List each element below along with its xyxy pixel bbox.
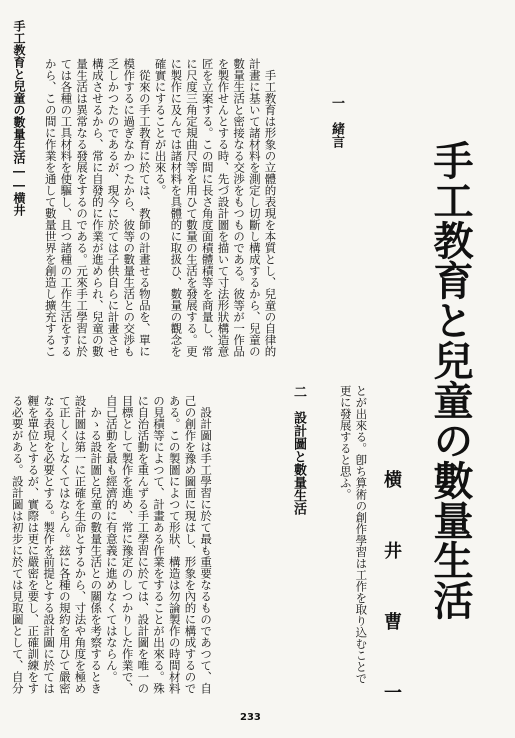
text-line: 匠を立案する。この間に長さ角度面積體積等を商量し、常 (200, 58, 215, 357)
article-author: 横 井 曹 一 (381, 470, 402, 717)
continued-text-block (337, 385, 368, 684)
text-line: 從來の手工教育に於ては、教師の計畫せる物品を、單に (137, 58, 152, 357)
text-line: 數量生活と密接なる交渉をもつものである。彼等が一作品 (232, 58, 247, 357)
text-line: 設計圖は第一に正確を生命とするから、寸法や角度を極め (73, 395, 88, 694)
text-line: かゝる設計圖と兒童の數量生活との關係を考察するとき (89, 395, 104, 694)
text-line: 量生活は異常なる發展をするのである。元來手工學習に於 (75, 58, 90, 357)
text-line: に自治活動を重んずる手工學習に於ては、設計圖を唯一の (136, 395, 151, 694)
section-heading-intro: 一 緒言 (329, 96, 344, 148)
text-line: る必要がある。設計圖は初步に於ては見取圖として、自分 (10, 395, 25, 694)
text-line: の見積等によつて、計畫ある作業をすることが出來る。殊 (152, 395, 167, 694)
text-line: 乏しかつたのであるが、現今に於ては子供自らに計畫させ (106, 58, 121, 357)
text-line: 自己活動を最も經濟的に有意義に進めなくてはならん。 (104, 395, 119, 683)
intro-text-block (42, 58, 278, 357)
text-line: ある。この製圖によつて形狀、構造は勿論製作の時間材料 (167, 395, 182, 694)
text-line: とが出來る。卽ち算術の創作學習は工作を取り込むことで (354, 385, 369, 684)
text-line: 己の創作を豫め圖面に現はし、形象を內的に構成するので (183, 395, 198, 694)
text-line: を製作せんとする時、先づ設計圖を描いて寸法形狀構造意 (216, 58, 231, 357)
text-line: 設計圖は手工學習に於て最も重要なるものであつて、自 (199, 395, 214, 694)
section-heading-design: 二 設計圖と數量生活 (291, 385, 306, 515)
text-line: 更に發展すると思ふ。 (338, 385, 353, 500)
text-line: 糎を單位とするが、實際は更に嚴密を要し、正確訓練をす (26, 395, 41, 694)
text-line: 計畫に基いて諸材料を測定し切斷し構成するから、兒童の (247, 58, 262, 357)
design-text-block (9, 395, 213, 694)
article-title: 手工教育と兒童の數量生活 (427, 140, 474, 620)
text-line: から、この間に作業を通して數量世界を創造し擴充するこ (43, 58, 58, 357)
text-line: 構成させるから、常に自發的に作業が進められ、兒童の數 (90, 58, 105, 357)
text-line: 模作するに過ぎなかつたから、彼等の數量生活との交渉も (122, 58, 137, 357)
text-line: に製作に及んでは諸材料を具體的に取扱ひ、數量の觀念を (169, 58, 184, 357)
page-number: 233 (240, 712, 261, 723)
text-line: 確實にすることが出來る。 (153, 58, 168, 196)
text-line: なる表現を必要とする。製作を前提とする設計圖に於ては (42, 395, 57, 694)
text-line: て正しくしなくてはならん。玆に各種の規約を用ひて嚴密 (57, 395, 72, 694)
running-head: 手工教育と兒童の數量生活――横井 (12, 20, 26, 216)
text-line: 手工教育は形象の立體的表現を本質とし、兒童の自律的 (263, 58, 278, 357)
text-line: 目標として製作を進め、常に豫定のしつかりした作業で、 (120, 395, 135, 694)
text-line: に尺度三角定規曲尺等を用ひて數量の生活を發展する。更 (185, 58, 200, 357)
text-line: ては各種の工具材料を使驅し、且つ諸種の工作生活をする (59, 58, 74, 357)
